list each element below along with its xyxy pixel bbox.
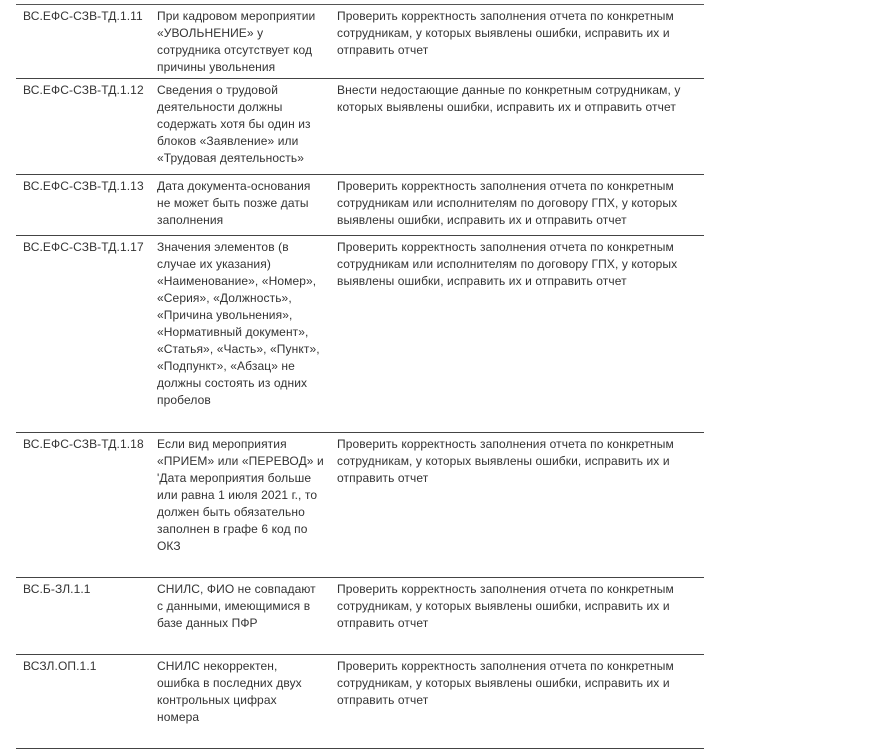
error-code: ВС.ЕФС-СЗВ-ТД.1.11 xyxy=(23,9,143,23)
error-action: Проверить корректность заполнения отчета по конкретным сотрудникам, у которых выявлены ошибки, исправить их и отправить отчет xyxy=(337,582,674,630)
error-action: Внести недостающие данные по конкретным сотрудникам, у которых выявлены ошибки, исправить их и отправить отчет xyxy=(337,83,681,114)
table-row xyxy=(16,578,704,655)
table-row xyxy=(16,433,704,578)
error-description: Значения элементов (в случае их указания) «Наименование», «Номер», «Серия», «Должность», «Причина увольнения», «Нормативный документ», «Статья», «Часть», «Пункт», «Подпункт», «Абзац» не должны состоять из одних пробелов xyxy=(157,240,320,407)
error-description: СНИЛС, ФИО не совпадают с данными, имеющимися в базе данных ПФР xyxy=(157,582,316,630)
table-row xyxy=(16,79,704,175)
error-code: ВС.ЕФС-СЗВ-ТД.1.18 xyxy=(23,437,144,451)
error-code: ВС.ЕФС-СЗВ-ТД.1.13 xyxy=(23,179,144,193)
error-description: СНИЛС некорректен, ошибка в последних двух контрольных цифрах номера xyxy=(157,659,302,724)
error-code: ВС.ЕФС-СЗВ-ТД.1.17 xyxy=(23,240,144,254)
table-row xyxy=(16,175,704,236)
error-description: Сведения о трудовой деятельности должны содержать хотя бы один из блоков «Заявление» или «Трудовая деятельность» xyxy=(157,83,311,165)
error-action: Проверить корректность заполнения отчета по конкретным сотрудникам или исполнителям по договору ГПХ, у которых выявлены ошибки, исправить их и отправить отчет xyxy=(337,179,678,227)
table-row xyxy=(16,655,704,749)
error-action: Проверить корректность заполнения отчета по конкретным сотрудникам, у которых выявлены ошибки, исправить их и отправить отчет xyxy=(337,659,674,707)
error-code: ВСЗЛ.ОП.1.1 xyxy=(23,659,97,673)
error-description: При кадровом мероприятии «УВОЛЬНЕНИЕ» у сотрудника отсутствует код причины увольнения xyxy=(157,9,316,74)
error-description: Дата документа-основания не может быть позже даты заполнения xyxy=(157,179,311,227)
error-code: ВС.ЕФС-СЗВ-ТД.1.12 xyxy=(23,83,144,97)
error-action: Проверить корректность заполнения отчета по конкретным сотрудникам, у которых выявлены ошибки, исправить их и отправить отчет xyxy=(337,437,674,485)
table-row xyxy=(16,5,704,79)
error-action: Проверить корректность заполнения отчета по конкретным сотрудникам или исполнителям по договору ГПХ, у которых выявлены ошибки, исправить их и отправить отчет xyxy=(337,240,678,288)
table-row xyxy=(16,236,704,433)
error-action: Проверить корректность заполнения отчета по конкретным сотрудникам, у которых выявлены ошибки, исправить их и отправить отчет xyxy=(337,9,674,57)
error-description: Если вид мероприятия «ПРИЕМ» или «ПЕРЕВОД» и 'Дата мероприятия больше или равна 1 июля 2021 г., то должен быть обязательно заполнен в графе 6 код по ОКЗ xyxy=(157,437,324,553)
error-code: ВС.Б-ЗЛ.1.1 xyxy=(23,582,91,596)
